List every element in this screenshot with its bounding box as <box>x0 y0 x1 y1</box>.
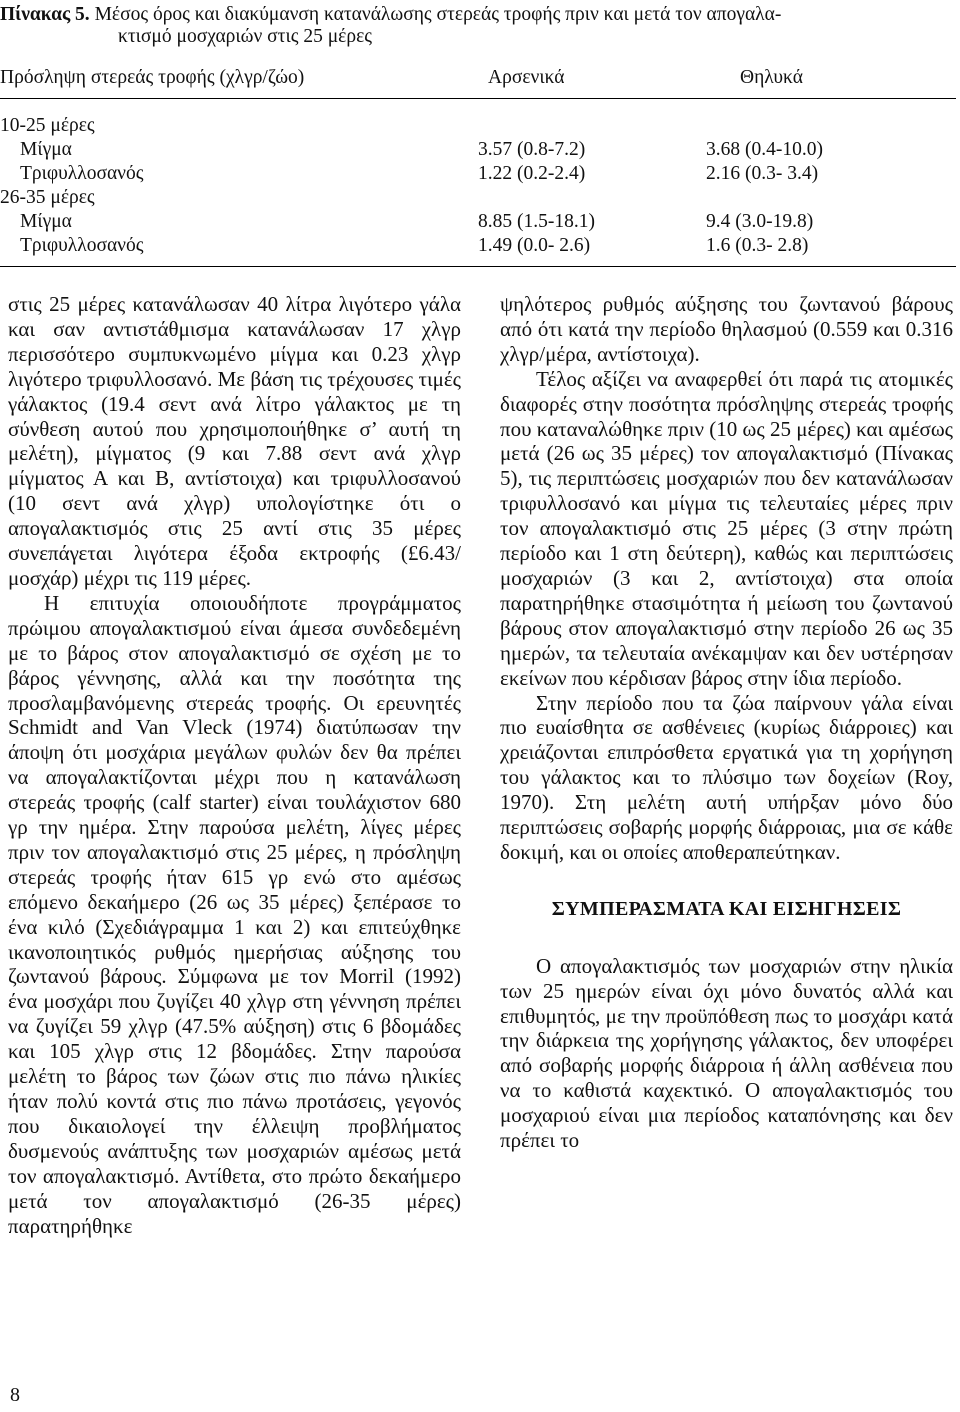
page-number: 8 <box>10 1384 20 1406</box>
left-text-column <box>8 292 461 1238</box>
table-header-female: Θηλυκά <box>740 67 803 88</box>
table-group-label: 10-25 μέρες <box>0 115 95 136</box>
table-header-row <box>0 66 956 90</box>
table-rule <box>0 98 956 99</box>
body-paragraph: ψηλότερος ρυθμός αύξησης του ζωντανού βάρους από ότι κατά την περίοδο θηλασμού (0.559 και 0.316 χλγρ/μέρα, αντίστοιχα). <box>500 292 953 366</box>
table-label: Πίνακας 5. <box>0 4 90 25</box>
body-paragraph: Ο απογαλακτισμός των μοσχαριών στην ηλικία των 25 ημερών είναι όχι μόνο δυνατός αλλά και επιθυμητός, με την προϋπόθεση πως το μοσχάρι κατά την διάρκεια της χορήγησης γάλακτος, δεν υποφέρει από σοβαρής μορφής διάρροια ή άλλη ασθένεια που να το καθιστά καχεκτικό. Ο απογαλακτισμός του μοσχαριού είναι μια περίοδος καταπόνησης και δεν πρέπει το <box>500 953 953 1153</box>
table-header-male: Αρσενικά <box>488 67 565 88</box>
table-header-intake: Πρόσληψη στερεάς τροφής (χλγρ/ζώο) <box>0 67 305 88</box>
table-row: Μίγμα 3.57 (0.8-7.2) 3.68 (0.4-10.0) <box>20 139 823 160</box>
body-paragraph: Τέλος αξίζει να αναφερθεί ότι παρά τις ατομικές διαφορές στην ποσότητα πρόσληψης στερεάς τροφής που καταναλώθηκε πριν (10 ως 25 μέρες) και αμέσως μετά (26 ως 35 μέρες) τον απογαλακτισμό (Πίνακας 5), τις περιπτώσεις μοσχαριών που δεν κατανάλωσαν τριφυλλοσανό και μίγμα τις τελευταίες μέρες πριν τον απογαλακτισμό στις 25 μέρες (3 στην πρώτη περίοδο και 1 στη δεύτερη), καθώς και περιπτώσεις μοσχαριών (3 και 2, αντίστοιχα) στα οποία παρατηρήθηκε στασιμότητα ή μείωση του ζωντανού βάρους στον απογαλακτισμό στην περίοδο 26 ως 35 ημερών, τα τελευταία ανέκαμψαν και δεν υστέρησαν εκείνων που κέρδισαν βάρος στην ίδια περίοδο. <box>500 366 953 690</box>
table-row: Τριφυλλοσανός 1.49 (0.0- 2.6) 1.6 (0.3- 2.8) <box>20 235 809 256</box>
section-heading: ΣΥΜΠΕΡΑΣΜΑΤΑ ΚΑΙ ΕΙΣΗΓΗΣΕΙΣ <box>551 897 902 920</box>
table-row: Τριφυλλοσανός 1.22 (0.2-2.4) 2.16 (0.3- 3.4) <box>20 163 819 184</box>
body-paragraph: Η επιτυχία οποιουδήποτε προγράμματος πρώιμου απογαλακτισμού είναι άμεσα συνδεδεμένη με το βάρος στον απογαλακτισμό σε σχέση με το βάρος γέννησης, αλλά και την ποσότητα της προσλαμβανόμενης στερεάς τροφής. Οι ερευνητές Schmidt and Van Vleck (1974) διατύπωσαν την άποψη ότι μοσχάρια μεγάλων φυλών δεν θα πρέπει να απογαλακτίζονται μέχρι που η κατανάλωση στερεάς τροφής (calf starter) είναι τουλάχιστον 680 γρ την ημέρα. Στην παρούσα μελέτη, λίγες μέρες πριν τον απογαλακτισμό στις 25 μέρες, η πρόσληψη στερεάς τροφής ήταν 615 γρ ενώ στο αμέσως επόμενο δεκαήμερο (26 ως 35 μέρες) ξεπέρασε το ένα κιλό (Σχεδιάγραμμα 1 και 2) και επιτεύχθηκε ικανοποιητικός ρυθμός ημερήσιας αύξησης του ζωντανού βάρους. Σύμφωνα με τον Morril (1992) ένα μοσχάρι που ζυγίζει 40 χλγρ στη γέννηση πρέπει να ζυγίζει 59 χλγρ (47.5% αύξηση) στις 6 βδομάδες και 105 χλγρ στις 12 βδομάδες. Στην παρούσα μελέτη το βάρος των ζώων στις πιο πάνω ηλικίες ήταν πολύ κοντά στις πιο πάνω προτάσεις, γεγονός που δικαιολογεί την έλλειψη προβλήματος δυσμενούς ανάπτυξης των μοσχαριών αμέσως μετά τον απογαλακτισμό. Αντίθετα, στο πρώτο δεκαήμερο μετά τον απογαλακτισμό (26-35 μέρες) παρατηρήθηκε <box>8 590 461 1238</box>
table-row: Μίγμα 8.85 (1.5-18.1) 9.4 (3.0-19.8) <box>20 211 814 232</box>
right-text-column <box>500 292 953 1153</box>
table-group-label: 26-35 μέρες <box>0 187 95 208</box>
body-paragraph: Στην περίοδο που τα ζώα παίρνουν γάλα είναι πιο ευαίσθητα σε ασθένειες (κυρίως διάρροιες) και χρειάζονται επιπρόσθετα εργατικά για τη χορήγηση του γάλακτος και το πλύσιμο των δοχείων (Roy, 1970). Στη μελέτη αυτή υπήρξαν μόνο δύο περιπτώσεις σοβαρής μορφής διάρροιας, μια σε κάθε δοκιμή, και οι οποίες αποθεραπεύτηκαν. <box>500 690 953 864</box>
table-rule <box>0 266 956 267</box>
caption-line-1: Μέσος όρος και διακύμανση κατανάλωσης στερεάς τροφής πριν και μετά τον απογαλα- <box>94 4 782 25</box>
caption-line-2: κτισμό μοσχαριών στις 25 μέρες <box>118 26 373 47</box>
body-paragraph: στις 25 μέρες κατανάλωσαν 40 λίτρα λιγότερο γάλα και σαν αντιστάθμισμα κατανάλωσαν 17 χλγρ περισσότερο συμπυκνωμένο μίγμα και 0.23 χλγρ λιγότερο τριφυλλοσανό. Με βάση τις τρέχουσες τιμές γάλακτος (19.4 σεντ ανά λίτρο γάλακτος με τη σύνθεση αυτού που χρησιμοποιήθηκε σ’ αυτή τη μελέτη), μίγματος (9 και 7.88 σεντ ανά χλγρ μίγματος Α και Β, αντίστοιχα) και τριφυλλοσανού (10 σεντ ανά χλγρ) υπολογίστηκε ότι ο απογαλακτισμός στις 25 αντί στις 35 μέρες συνεπάγεται λιγότερα έξοδα εκτροφής (£6.43/μοσχάρ) μέχρι τις 119 μέρες. <box>8 292 461 590</box>
table-caption <box>0 4 955 48</box>
